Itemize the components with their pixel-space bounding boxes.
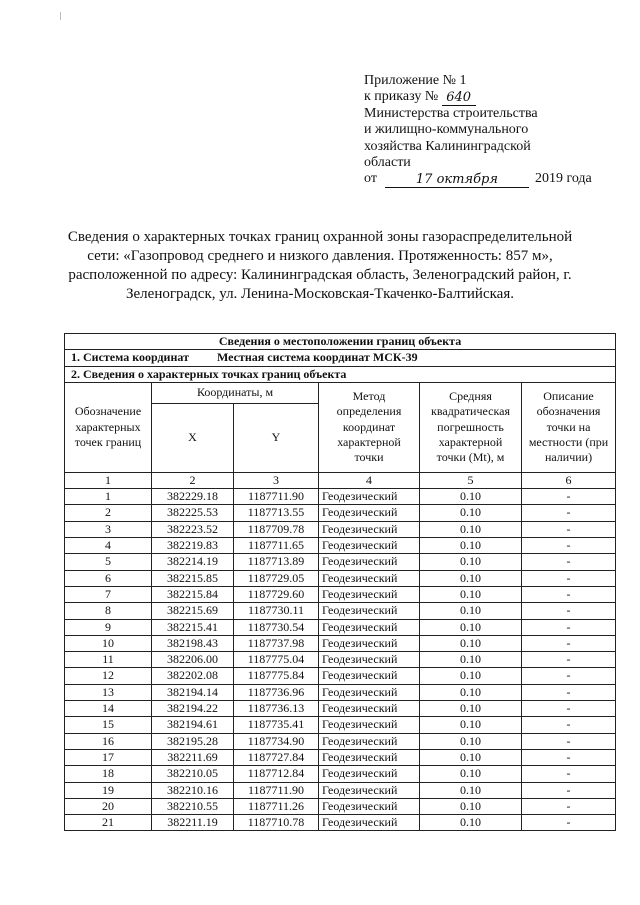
description-cell: - — [522, 652, 616, 668]
error-cell: 0.10 — [420, 586, 522, 602]
description-cell: - — [522, 684, 616, 700]
table-row — [65, 603, 616, 619]
error-cell: 0.10 — [420, 798, 522, 814]
point-number-cell: 4 — [65, 538, 152, 554]
error-cell: 0.10 — [420, 684, 522, 700]
scan-mark — [60, 12, 61, 20]
table-row — [65, 749, 616, 765]
x-coordinate-cell: 382194.22 — [152, 701, 234, 717]
point-number-cell: 8 — [65, 603, 152, 619]
col-y-header: Y — [234, 403, 319, 472]
table-row — [65, 586, 616, 602]
point-number-cell: 12 — [65, 668, 152, 684]
point-number-cell: 9 — [65, 619, 152, 635]
point-number-cell: 3 — [65, 521, 152, 537]
error-cell: 0.10 — [420, 652, 522, 668]
x-coordinate-cell: 382214.19 — [152, 554, 234, 570]
y-coordinate-cell: 1187727.84 — [234, 749, 319, 765]
method-cell: Геодезический — [319, 538, 420, 554]
point-number-cell: 16 — [65, 733, 152, 749]
table-row — [65, 668, 616, 684]
y-coordinate-cell: 1187775.84 — [234, 668, 319, 684]
method-cell: Геодезический — [319, 521, 420, 537]
x-coordinate-cell: 382211.19 — [152, 815, 234, 831]
order-number: 640 — [446, 89, 472, 105]
date-line — [364, 171, 592, 187]
ministry-line-1: Министерства строительства — [364, 105, 538, 121]
method-cell: Геодезический — [319, 603, 420, 619]
method-cell: Геодезический — [319, 586, 420, 602]
method-cell: Геодезический — [319, 635, 420, 651]
table-row — [65, 717, 616, 733]
error-cell: 0.10 — [420, 603, 522, 619]
error-cell: 0.10 — [420, 505, 522, 521]
error-cell: 0.10 — [420, 489, 522, 505]
date-prefix: от — [364, 171, 377, 187]
x-coordinate-cell: 382229.18 — [152, 489, 234, 505]
y-coordinate-cell: 1187729.60 — [234, 586, 319, 602]
point-number-cell: 14 — [65, 701, 152, 717]
col-coords-header: Координаты, м — [152, 382, 319, 403]
ministry-line-2: и жилищно-коммунального — [364, 122, 529, 138]
point-number-cell: 5 — [65, 554, 152, 570]
x-coordinate-cell: 382210.16 — [152, 782, 234, 798]
point-number-cell: 7 — [65, 586, 152, 602]
y-coordinate-cell: 1187709.78 — [234, 521, 319, 537]
method-cell: Геодезический — [319, 733, 420, 749]
method-cell: Геодезический — [319, 570, 420, 586]
y-coordinate-cell: 1187736.13 — [234, 701, 319, 717]
table-row — [65, 815, 616, 831]
coord-system-label: 1. Система координат — [71, 350, 189, 365]
error-cell: 0.10 — [420, 733, 522, 749]
points-section-header: 2. Сведения о характерных точках границ объекта — [65, 366, 616, 382]
y-coordinate-cell: 1187711.26 — [234, 798, 319, 814]
x-coordinate-cell: 382215.69 — [152, 603, 234, 619]
column-numbers-row — [65, 472, 616, 488]
description-cell: - — [522, 586, 616, 602]
y-coordinate-cell: 1187775.04 — [234, 652, 319, 668]
appendix-block — [364, 73, 592, 188]
y-coordinate-cell: 1187710.78 — [234, 815, 319, 831]
x-coordinate-cell: 382206.00 — [152, 652, 234, 668]
method-cell: Геодезический — [319, 505, 420, 521]
table-row — [65, 619, 616, 635]
point-number-cell: 6 — [65, 570, 152, 586]
x-coordinate-cell: 382215.84 — [152, 586, 234, 602]
y-coordinate-cell: 1187734.90 — [234, 733, 319, 749]
boundary-points-table — [64, 333, 616, 831]
y-coordinate-cell: 1187730.54 — [234, 619, 319, 635]
error-cell: 0.10 — [420, 619, 522, 635]
x-coordinate-cell: 382211.69 — [152, 749, 234, 765]
description-cell: - — [522, 570, 616, 586]
col-x-header: X — [152, 403, 234, 472]
ministry-line-3: хозяйства Калининградской — [364, 138, 531, 154]
date-value: 17 октября — [415, 171, 498, 187]
x-coordinate-cell: 382210.55 — [152, 798, 234, 814]
table-row — [65, 570, 616, 586]
point-number-cell: 13 — [65, 684, 152, 700]
error-cell: 0.10 — [420, 717, 522, 733]
col-method-header: Метод определения координат характерной точки — [319, 382, 420, 472]
point-number-cell: 17 — [65, 749, 152, 765]
description-cell: - — [522, 782, 616, 798]
method-cell: Геодезический — [319, 766, 420, 782]
description-cell: - — [522, 505, 616, 521]
order-line — [364, 89, 592, 105]
col-error-header: Средняя квадратическая погрешность характерной точки (Mt), м — [420, 382, 522, 472]
table-row — [65, 652, 616, 668]
point-number-cell: 21 — [65, 815, 152, 831]
table-row — [65, 489, 616, 505]
col-number: 6 — [522, 472, 616, 488]
col-number: 5 — [420, 472, 522, 488]
x-coordinate-cell: 382198.43 — [152, 635, 234, 651]
x-coordinate-cell: 382215.85 — [152, 570, 234, 586]
error-cell: 0.10 — [420, 538, 522, 554]
description-cell: - — [522, 701, 616, 717]
col-number: 2 — [152, 472, 234, 488]
error-cell: 0.10 — [420, 635, 522, 651]
table-row — [65, 733, 616, 749]
method-cell: Геодезический — [319, 554, 420, 570]
point-number-cell: 19 — [65, 782, 152, 798]
description-cell: - — [522, 635, 616, 651]
error-cell: 0.10 — [420, 701, 522, 717]
table-row — [65, 766, 616, 782]
method-cell: Геодезический — [319, 782, 420, 798]
method-cell: Геодезический — [319, 619, 420, 635]
method-cell: Геодезический — [319, 701, 420, 717]
point-number-cell: 1 — [65, 489, 152, 505]
description-cell: - — [522, 733, 616, 749]
point-number-cell: 18 — [65, 766, 152, 782]
y-coordinate-cell: 1187730.11 — [234, 603, 319, 619]
method-cell: Геодезический — [319, 652, 420, 668]
x-coordinate-cell: 382195.28 — [152, 733, 234, 749]
ministry-line-4: области — [364, 155, 411, 171]
x-coordinate-cell: 382219.83 — [152, 538, 234, 554]
date-suffix: 2019 года — [534, 171, 592, 187]
table-row — [65, 782, 616, 798]
y-coordinate-cell: 1187711.90 — [234, 782, 319, 798]
point-number-cell: 20 — [65, 798, 152, 814]
method-cell: Геодезический — [319, 684, 420, 700]
error-cell: 0.10 — [420, 815, 522, 831]
x-coordinate-cell: 382194.14 — [152, 684, 234, 700]
x-coordinate-cell: 382202.08 — [152, 668, 234, 684]
error-cell: 0.10 — [420, 570, 522, 586]
table-row — [65, 505, 616, 521]
table-row — [65, 701, 616, 717]
description-cell: - — [522, 749, 616, 765]
table-row — [65, 798, 616, 814]
col-number: 3 — [234, 472, 319, 488]
point-number-cell: 10 — [65, 635, 152, 651]
point-number-cell: 2 — [65, 505, 152, 521]
table-row — [65, 538, 616, 554]
method-cell: Геодезический — [319, 717, 420, 733]
table-row — [65, 684, 616, 700]
y-coordinate-cell: 1187711.90 — [234, 489, 319, 505]
point-number-cell: 15 — [65, 717, 152, 733]
error-cell: 0.10 — [420, 766, 522, 782]
x-coordinate-cell: 382223.52 — [152, 521, 234, 537]
description-cell: - — [522, 815, 616, 831]
y-coordinate-cell: 1187713.89 — [234, 554, 319, 570]
x-coordinate-cell: 382215.41 — [152, 619, 234, 635]
col-number: 1 — [65, 472, 152, 488]
x-coordinate-cell: 382210.05 — [152, 766, 234, 782]
point-number-cell: 11 — [65, 652, 152, 668]
description-cell: - — [522, 521, 616, 537]
method-cell: Геодезический — [319, 815, 420, 831]
y-coordinate-cell: 1187729.05 — [234, 570, 319, 586]
error-cell: 0.10 — [420, 782, 522, 798]
description-cell: - — [522, 489, 616, 505]
description-cell: - — [522, 717, 616, 733]
y-coordinate-cell: 1187713.55 — [234, 505, 319, 521]
coord-system-row — [65, 350, 616, 366]
y-coordinate-cell: 1187712.84 — [234, 766, 319, 782]
error-cell: 0.10 — [420, 554, 522, 570]
error-cell: 0.10 — [420, 521, 522, 537]
error-cell: 0.10 — [420, 668, 522, 684]
error-cell: 0.10 — [420, 749, 522, 765]
table-row — [65, 635, 616, 651]
table-row — [65, 521, 616, 537]
description-cell: - — [522, 766, 616, 782]
x-coordinate-cell: 382194.61 — [152, 717, 234, 733]
table-row — [65, 554, 616, 570]
col-designation-header: Обозначение характерных точек границ — [65, 382, 152, 472]
y-coordinate-cell: 1187735.41 — [234, 717, 319, 733]
col-description-header: Описание обозначения точки на местности (при наличии) — [522, 382, 616, 472]
description-cell: - — [522, 538, 616, 554]
description-cell: - — [522, 619, 616, 635]
col-number: 4 — [319, 472, 420, 488]
description-cell: - — [522, 603, 616, 619]
method-cell: Геодезический — [319, 668, 420, 684]
x-coordinate-cell: 382225.53 — [152, 505, 234, 521]
y-coordinate-cell: 1187711.65 — [234, 538, 319, 554]
description-cell: - — [522, 798, 616, 814]
order-prefix: к приказу № — [364, 89, 439, 105]
method-cell: Геодезический — [319, 749, 420, 765]
coord-system-value: Местная система координат МСК-39 — [216, 350, 418, 365]
section-header: Сведения о местоположении границ объекта — [65, 334, 616, 350]
y-coordinate-cell: 1187737.98 — [234, 635, 319, 651]
y-coordinate-cell: 1187736.96 — [234, 684, 319, 700]
appendix-title: Приложение № 1 — [364, 73, 467, 88]
method-cell: Геодезический — [319, 798, 420, 814]
description-cell: - — [522, 554, 616, 570]
document-title: Сведения о характерных точках границ охранной зоны газораспределительной сети: «Газопровод среднего и низкого давления. Протяженность: 857 м», расположенной по адресу: Калининградская область, Зеленоградский район, г. Зеленоградск, ул. Ленина-Московская-Ткаченко-Балтийская. — [67, 229, 573, 302]
method-cell: Геодезический — [319, 489, 420, 505]
description-cell: - — [522, 668, 616, 684]
